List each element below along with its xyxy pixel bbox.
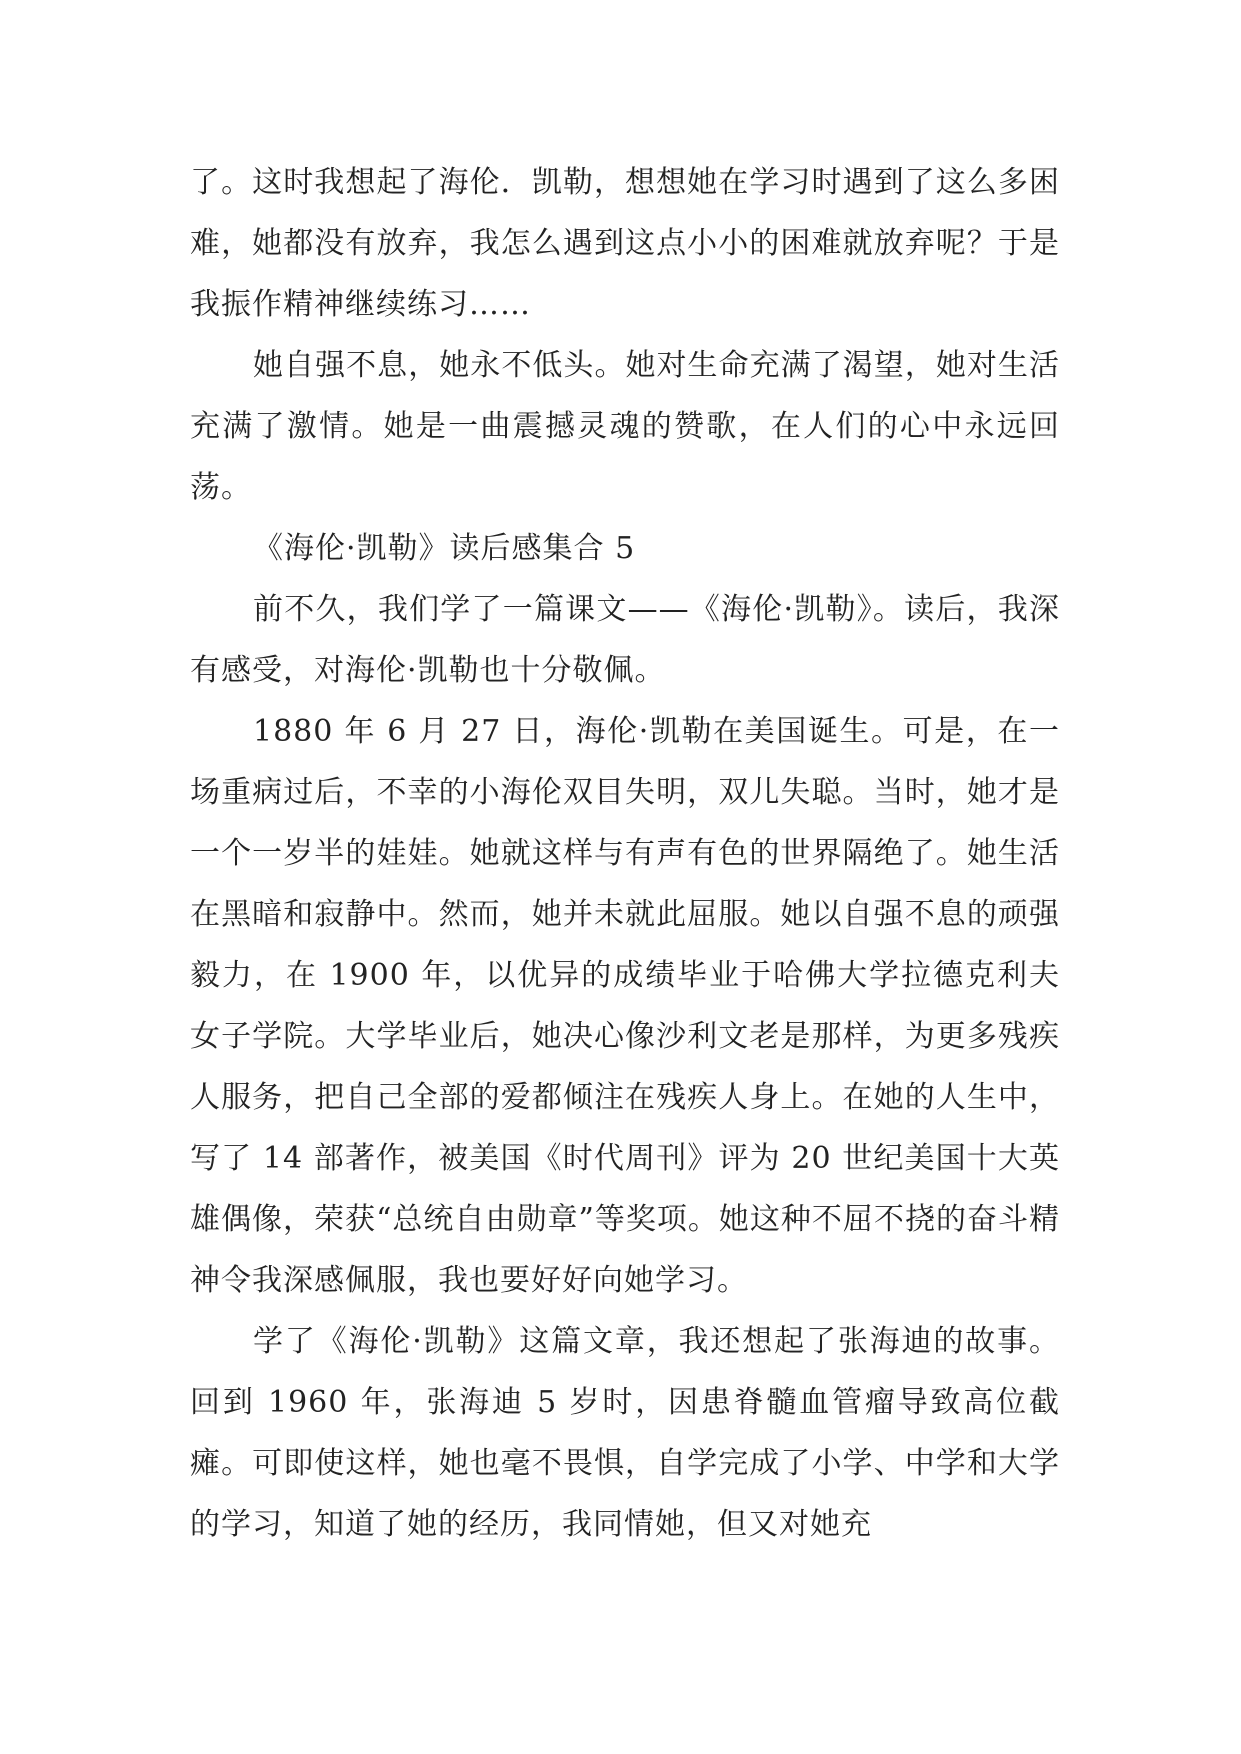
paragraph-intro: 前不久，我们学了一篇课文——《海伦·凯勒》。读后，我深有感受，对海伦·凯勒也十分敬佩。 <box>190 592 1060 688</box>
paragraph-zhang-haidi: 学了《海伦·凯勒》这篇文章，我还想起了张海迪的故事。回到 1960 年，张海迪 5 岁时，因患脊髓血管瘤导致高位截瘫。可即使这样，她也毫不畏惧，自学完成了小学、中学和大学的学习，知道了她的经历，我同情她，但又对她充 <box>190 1324 1060 1542</box>
paragraph-biography: 1880 年 6 月 27 日，海伦·凯勒在美国诞生。可是，在一场重病过后，不幸的小海伦双目失明，双儿失聪。当时，她才是一个一岁半的娃娃。她就这样与有声有色的世界隔绝了。她生活在黑暗和寂静中。然而，她并未就此屈服。她以自强不息的顽强毅力，在 1900 年，以优异的成绩毕业于哈佛大学拉德克利夫女子学院。大学毕业后，她决心像沙利文老是那样，为更多残疾人服务，把自己全部的爱都倾注在残疾人身上。在她的人生中，写了 14 部著作，被美国《时代周刊》评为 20 世纪美国十大英雄偶像，荣获“总统自由勋章”等奖项。她这种不屈不挠的奋斗精神令我深感佩服，我也要好好向她学习。 <box>190 714 1060 1298</box>
paragraph-tribute: 她自强不息，她永不低头。她对生命充满了渴望，她对生活充满了激情。她是一曲震撼灵魂的赞歌，在人们的心中永远回荡。 <box>190 348 1060 505</box>
document-body <box>190 152 1060 1555</box>
paragraph-continuation: 了。这时我想起了海伦．凯勒，想想她在学习时遇到了这么多困难，她都没有放弃，我怎么遇到这点小小的困难就放弃呢？于是我振作精神继续练习…… <box>190 165 1060 322</box>
section-heading: 《海伦·凯勒》读后感集合 5 <box>253 531 636 566</box>
